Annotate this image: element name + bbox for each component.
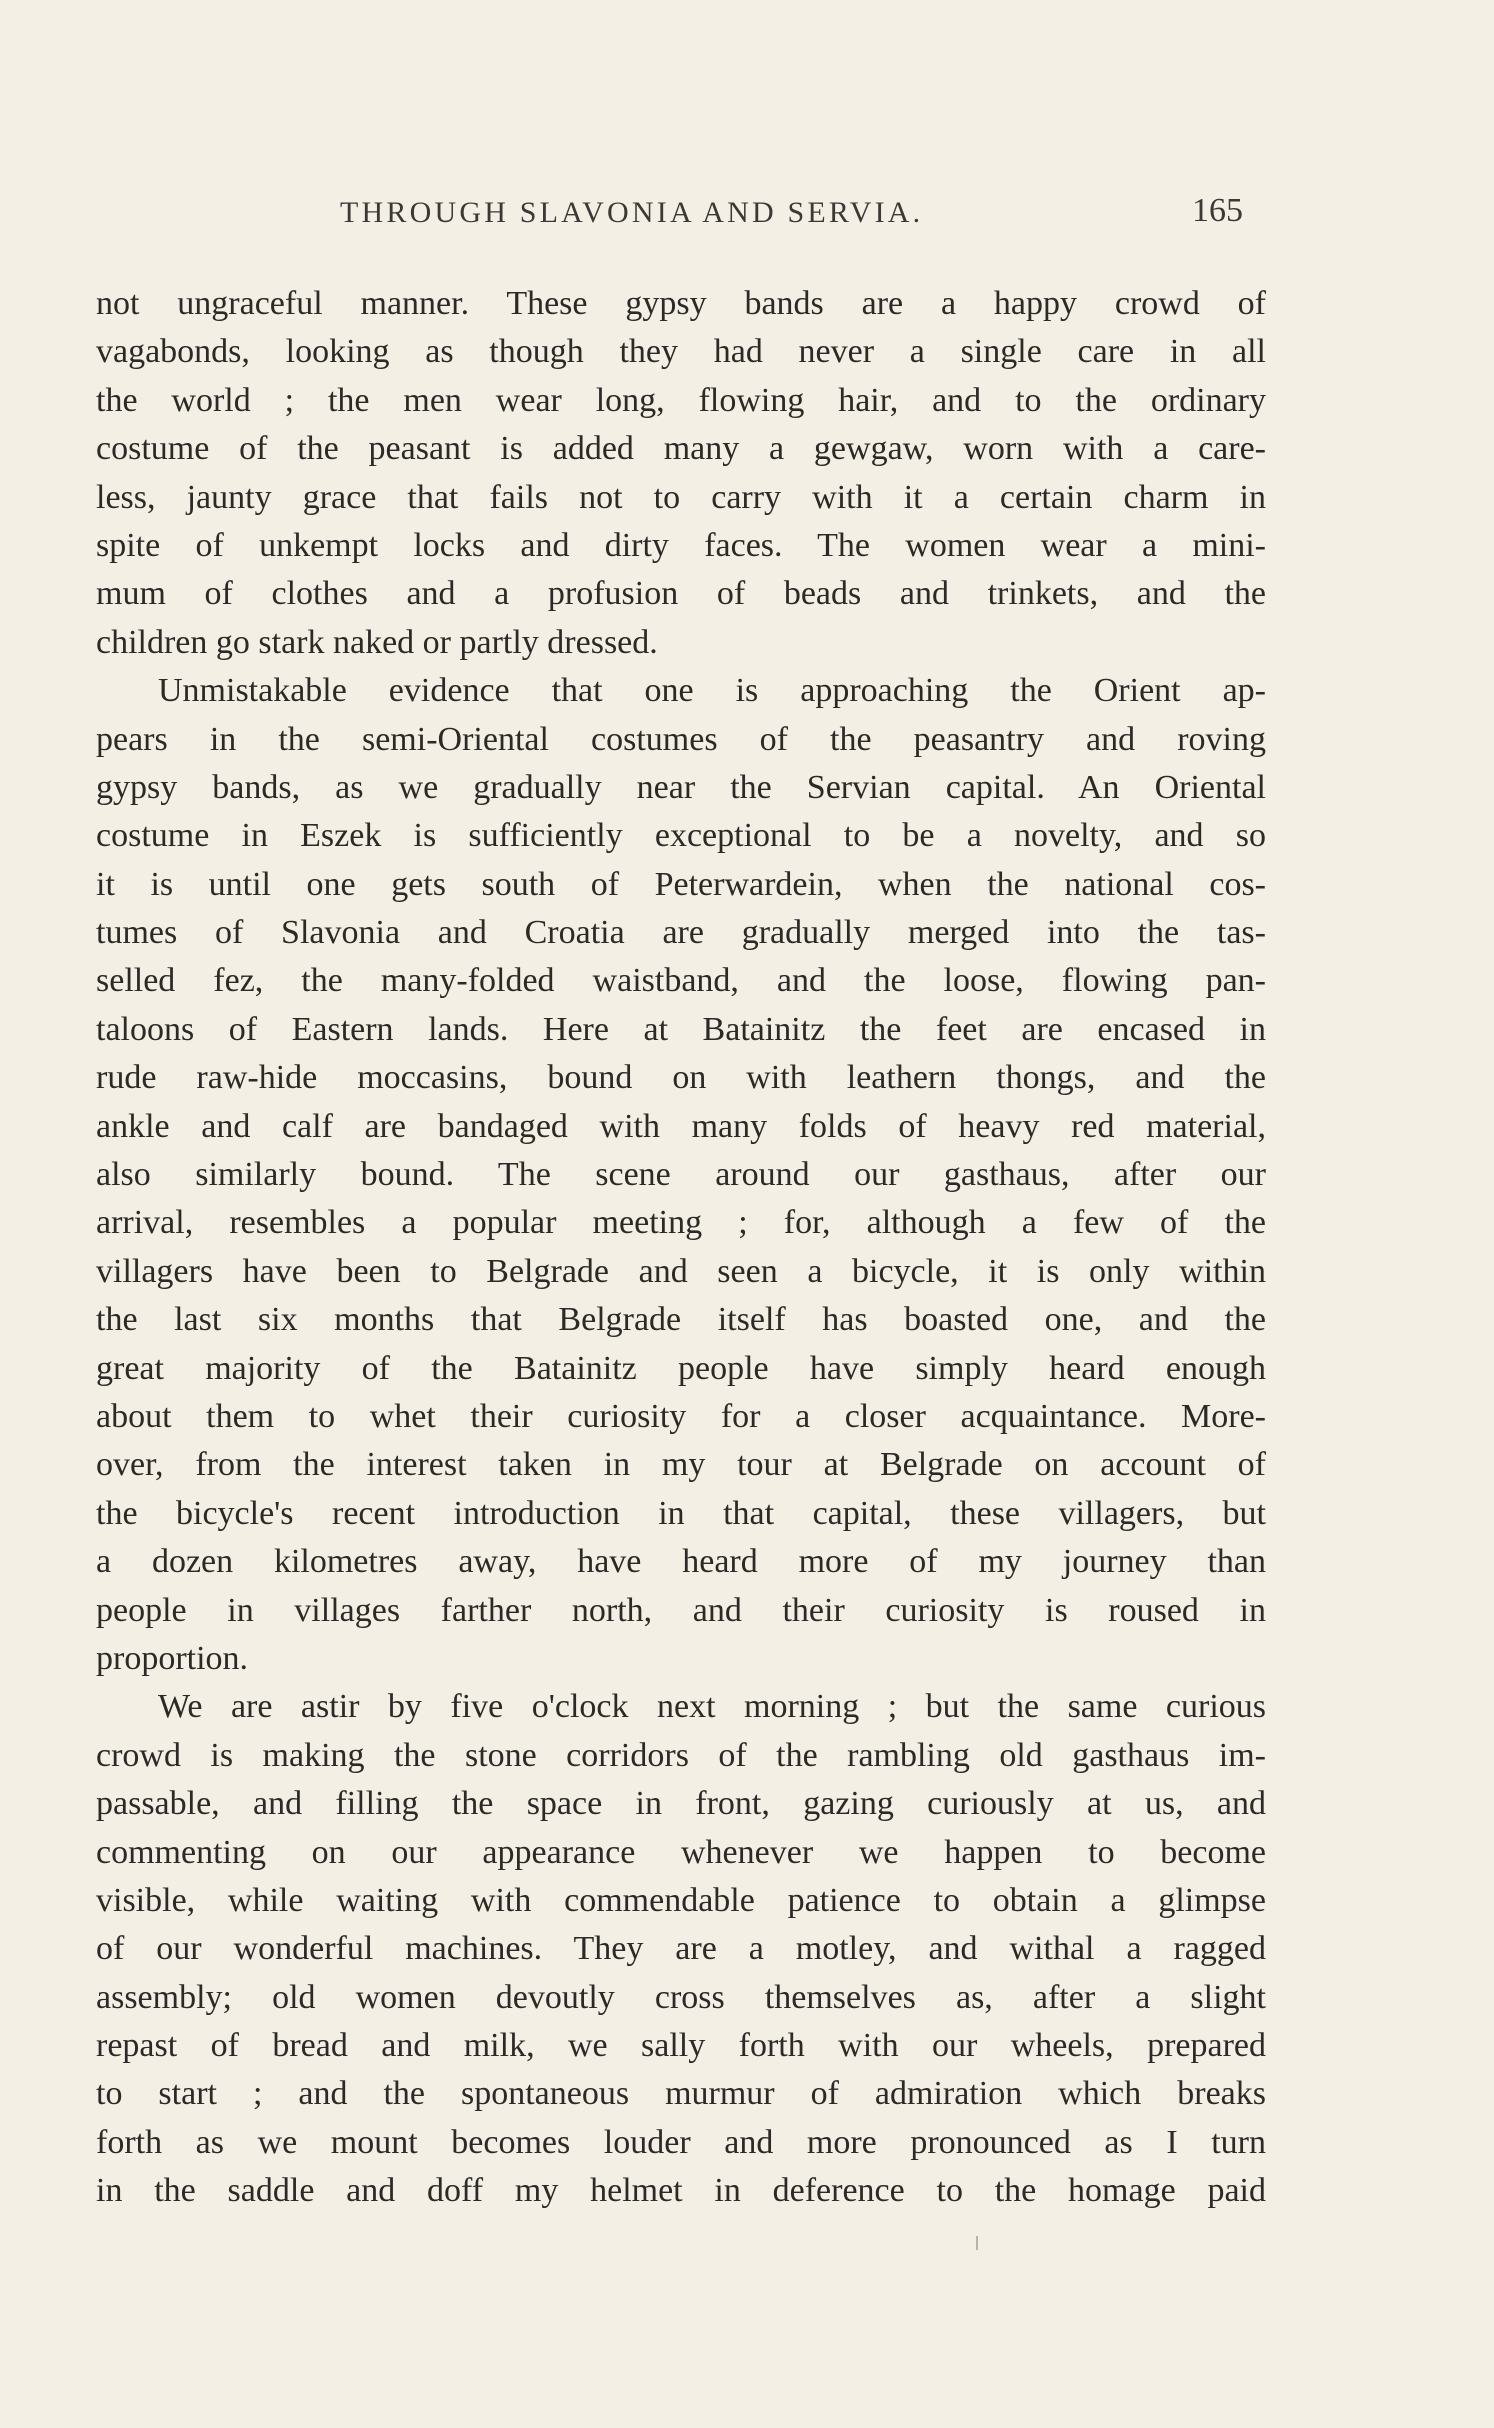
text-line: visible, while waiting with commendable patience to obtain a glimpse (96, 1881, 1266, 1919)
text-line: ankle and calf are bandaged with many folds of heavy red material, (96, 1107, 1266, 1145)
text-line: costume in Eszek is sufficiently exceptional to be a novelty, and so (96, 817, 1266, 855)
text-line: Unmistakable evidence that one is approaching the Orient ap- (158, 672, 1266, 710)
text-line: the world ; the men wear long, flowing hair, and to the ordinary (96, 381, 1266, 419)
text-line: to start ; and the spontaneous murmur of admiration which breaks (96, 2075, 1266, 2113)
text-line: not ungraceful manner. These gypsy bands are a happy crowd of (96, 285, 1266, 322)
text-line: proportion. (96, 1639, 249, 1677)
text-line: also similarly bound. The scene around our gasthaus, after our (96, 1156, 1266, 1194)
page-number: 165 (1192, 192, 1243, 229)
text-line: over, from the interest taken in my tour at Belgrade on account of (96, 1446, 1266, 1484)
text-line: selled fez, the many-folded waistband, and the loose, flowing pan- (96, 962, 1266, 1000)
text-line: passable, and filling the space in front, gazing curiously at us, and (96, 1785, 1266, 1823)
text-line: forth as we mount becomes louder and more pronounced as I turn (96, 2123, 1266, 2161)
text-line: a dozen kilometres away, have heard more of my journey than (96, 1543, 1266, 1581)
text-line: mum of clothes and a profusion of beads and trinkets, and the (96, 575, 1266, 613)
text-line: assembly; old women devoutly cross themselves as, after a slight (96, 1978, 1266, 2016)
text-line: costume of the peasant is added many a gewgaw, worn with a care- (96, 430, 1266, 468)
running-title: THROUGH SLAVONIA AND SERVIA. (340, 196, 924, 229)
text-line: crowd is making the stone corridors of the rambling old gasthaus im- (96, 1736, 1266, 1774)
text-line: villagers have been to Belgrade and seen a bicycle, it is only within (96, 1252, 1266, 1290)
text-line: great majority of the Batainitz people have simply heard enough (96, 1349, 1266, 1387)
text-line: rude raw-hide moccasins, bound on with leathern thongs, and the (96, 1059, 1266, 1097)
text-line: arrival, resembles a popular meeting ; for, although a few of the (96, 1204, 1266, 1242)
text-line: We are astir by five o'clock next morning ; but the same curious (158, 1688, 1266, 1726)
text-line: of our wonderful machines. They are a motley, and withal a ragged (96, 1930, 1266, 1968)
text-line: about them to whet their curiosity for a closer acquaintance. More- (96, 1397, 1266, 1435)
text-line: the bicycle's recent introduction in that capital, these villagers, but (96, 1494, 1266, 1532)
text-line: less, jaunty grace that fails not to carry with it a certain charm in (96, 478, 1266, 516)
text-line: tumes of Slavonia and Croatia are gradually merged into the tas- (96, 914, 1266, 952)
text-line: repast of bread and milk, we sally forth with our wheels, prepared (96, 2027, 1266, 2065)
text-line: it is until one gets south of Peterwardein, when the national cos- (96, 865, 1266, 903)
text-line: taloons of Eastern lands. Here at Batainitz the feet are encased in (96, 1010, 1266, 1048)
text-line: in the saddle and doff my helmet in deference to the homage paid (96, 2172, 1266, 2210)
text-line: gypsy bands, as we gradually near the Servian capital. An Oriental (96, 768, 1266, 806)
text-line: people in villages farther north, and their curiosity is roused in (96, 1591, 1266, 1629)
body-text (96, 280, 1266, 2216)
paper-speck (976, 2236, 978, 2250)
text-line: pears in the semi-Oriental costumes of the peasantry and roving (96, 720, 1266, 758)
text-line: spite of unkempt locks and dirty faces. The women wear a mini- (96, 526, 1266, 564)
text-line: the last six months that Belgrade itself has boasted one, and the (96, 1301, 1266, 1339)
text-line: children go stark naked or partly dressed. (96, 623, 658, 661)
text-line: commenting on our appearance whenever we happen to become (96, 1833, 1266, 1871)
text-line: vagabonds, looking as though they had never a single care in all (96, 333, 1266, 371)
